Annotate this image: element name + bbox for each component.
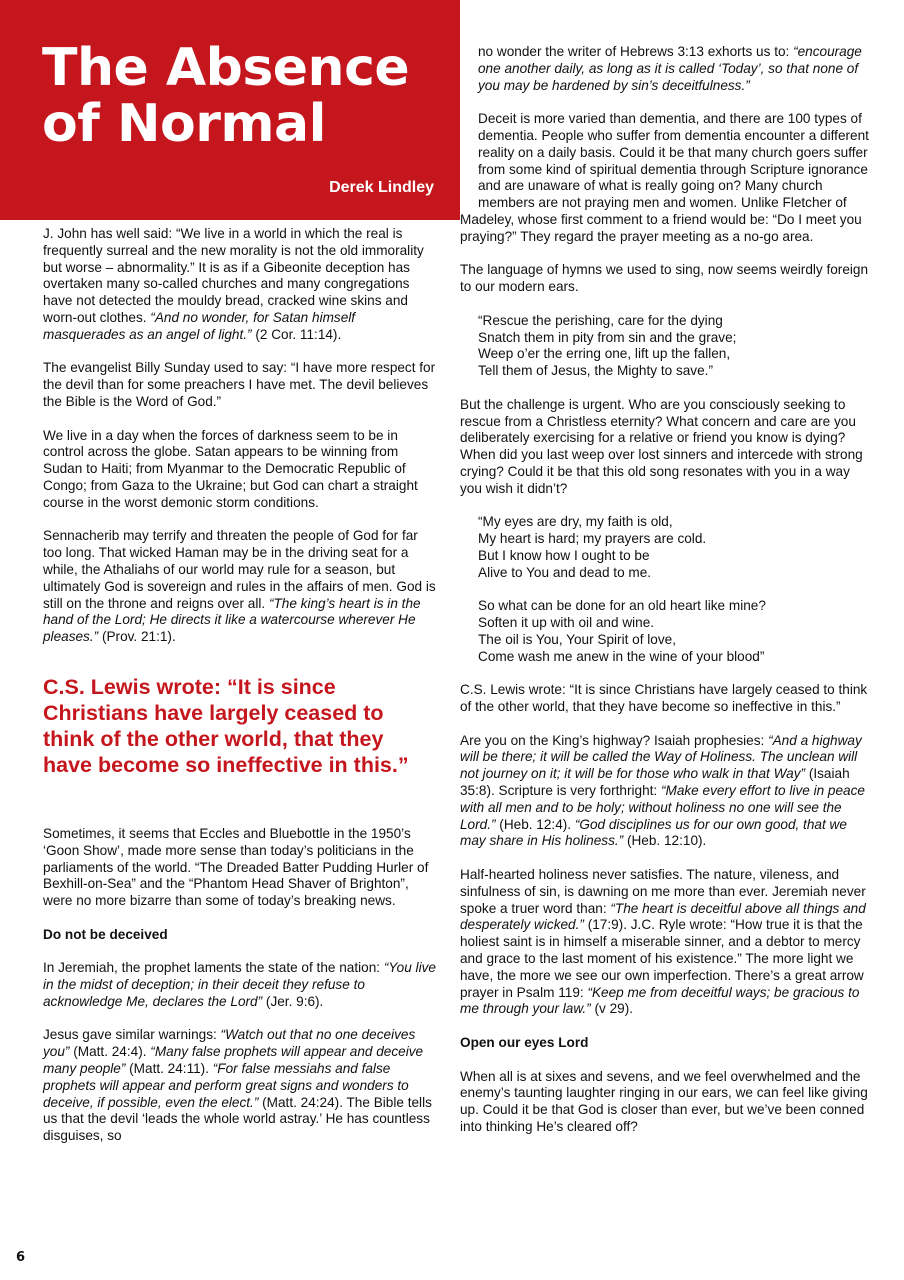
section-heading: Open our eyes Lord bbox=[460, 1035, 589, 1051]
paragraph: Are you on the King’s highway? Isaiah prophesies: “And a highway will be there; it will be called the Way of Holiness. The unclean will not journey on it; it will be for those who walk in that Way” (Isaiah 35:8). Scripture is very forthright: “Make every effort to live in peace with all men and to be holy; without holiness no one will see the Lord.” (Heb. 12:4). “God disciplines us for our own good, that we may share in His holiness.” (Heb. 12:10). bbox=[460, 732, 865, 849]
paragraph: Half-hearted holiness never satisfies. The nature, vileness, and sinfulness of sin, is dawning on me more than ever. Jeremiah never spoke a truer word than: “The heart is deceitful above all things and desperately wicked.” (17:9). J.C. Ryle wrote: “How true it is that the holiest saint is in himself a miserable sinner, and a debtor to mercy and grace to the last moment of his existence.” The more light we have, the more we see our own imperfection. There’s a great arrow prayer in Psalm 119: “Keep me from deceitful ways; be gracious to me through your law.” (v 29). bbox=[460, 867, 866, 1017]
paragraph: The language of hymns we used to sing, now seems weirdly foreign to our modern ears. bbox=[460, 262, 869, 295]
page-number: 6 bbox=[16, 1250, 26, 1265]
paragraph: When all is at sixes and sevens, and we feel overwhelmed and the enemy’s taunting laughter ringing in our ears, we can feel like giving up. Could it be that God is closer than ever, but we’ve been conned into thinking He’s cleared off? bbox=[460, 1068, 868, 1134]
pull-quote: C.S. Lewis wrote: “It is since Christians have largely ceased to think of the other world, that they have become so ineffective in this.” bbox=[43, 674, 409, 777]
paragraph: C.S. Lewis wrote: “It is since Christians have largely ceased to think of the other world, that they have become so ineffective in this.” bbox=[460, 682, 868, 715]
hymn-verse: “Rescue the perishing, care for the dying Snatch them in pity from sin and the grave; Weep o’er the erring one, lift up the fallen, Tell them of Jesus, the Mighty to save.” bbox=[478, 312, 737, 379]
paragraph: But the challenge is urgent. Who are you consciously seeking to rescue from a Christless eternity? What concern and care are you deliberately exercising for a relative or friend you know is dying? When did you last weep over lost sinners and intercede with strong crying? Could it be that this old song resonates with you in a way you wish it didn’t? bbox=[460, 396, 863, 496]
title-banner bbox=[0, 0, 460, 220]
poem-verse: “My eyes are dry, my faith is old, My heart is hard; my prayers are cold. But I know how I ought to be Alive to You and dead to me. bbox=[478, 514, 707, 580]
paragraph: Sennacherib may terrify and threaten the people of God for far too long. That wicked Haman may be in the driving seat for a while, the Athaliahs of our world may rule for a season, but ultimately God is sovereign and rules in the affairs of men. God is still on the throne and reigns over all. “The king’s heart is in the hand of the Lord; He directs it like a watercourse wherever He pleases.” (Prov. 21:1). bbox=[43, 528, 436, 645]
article-title: The Absence of Normal bbox=[42, 38, 410, 154]
paragraph: Sometimes, it seems that Eccles and Bluebottle in the 1950’s ‘Goon Show’, made more sense than today’s politicians in the parliaments of the world. “The Dreaded Batter Pudding Hurler of Bexhill-on-Sea” and the “Phantom Head Shaver of Brighton”, were no more bizarre than some of today’s breaking news. bbox=[43, 825, 429, 909]
paragraph: We live in a day when the forces of darkness seem to be in control across the globe. Satan appears to be winning from Sudan to Haiti; from Myanmar to the Democratic Republic of Congo; from Gaza to the Ukraine; but God can chart a straight course in the worst demonic storm conditions. bbox=[43, 427, 418, 510]
author-byline: Derek Lindley bbox=[329, 179, 434, 196]
section-heading: Do not be deceived bbox=[43, 926, 168, 942]
paragraph: The evangelist Billy Sunday used to say: “I have more respect for the devil than for some preachers I have met. The devil believes the Bible is the Word of God.” bbox=[43, 360, 436, 409]
paragraph: Deceit is more varied than dementia, and there are 100 types of dementia. People who suffer from dementia encounter a different reality on a daily basis. Could it be that many church goers suffer from some kind of spiritual dementia through Scripture ignorance and are unaware of what is really going on? Many church members are not praying men and women. Unlike Fletcher of Madeley, whose first comment to a friend would be: “Do I meet you praying?” They regard the prayer meeting as a no-go area. bbox=[460, 111, 869, 244]
left-column bbox=[43, 226, 439, 1162]
paragraph: J. John has well said: “We live in a world in which the real is frequently surreal and the new morality is not the old immorality but worse – abnormality.” It is as if a Gibeonite deception has overtaken many so-called churches and many congregations have not detected the mouldy bread, cracked wine skins and worn-out clothes. “And no wonder, for Satan himself masquerades as an angel of light.” (2 Cor. 11:14). bbox=[43, 226, 424, 342]
poem-verse: So what can be done for an old heart like mine? Soften it up with oil and wine. The oil is You, Your Spirit of love, Come wash me anew in the wine of your blood” bbox=[478, 598, 766, 664]
right-column bbox=[460, 44, 870, 1153]
paragraph: Jesus gave similar warnings: “Watch out that no one deceives you” (Matt. 24:4). “Many false prophets will appear and deceive many people” (Matt. 24:11). “For false messiahs and false prophets will appear and perform great signs and wonders to deceive, if possible, even the elect.” (Matt. 24:24). The Bible tells us that the devil ‘leads the whole world astray.’ He has countless disguises, so bbox=[43, 1027, 432, 1144]
paragraph: In Jeremiah, the prophet laments the state of the nation: “You live in the midst of deception; in their deceit they refuse to acknowledge Me, declares the Lord” (Jer. 9:6). bbox=[43, 960, 436, 1009]
paragraph: no wonder the writer of Hebrews 3:13 exhorts us to: “encourage one another daily, as long as it is called ‘Today’, so that none of you may be hardened by sin’s deceitfulness.” bbox=[478, 44, 862, 93]
